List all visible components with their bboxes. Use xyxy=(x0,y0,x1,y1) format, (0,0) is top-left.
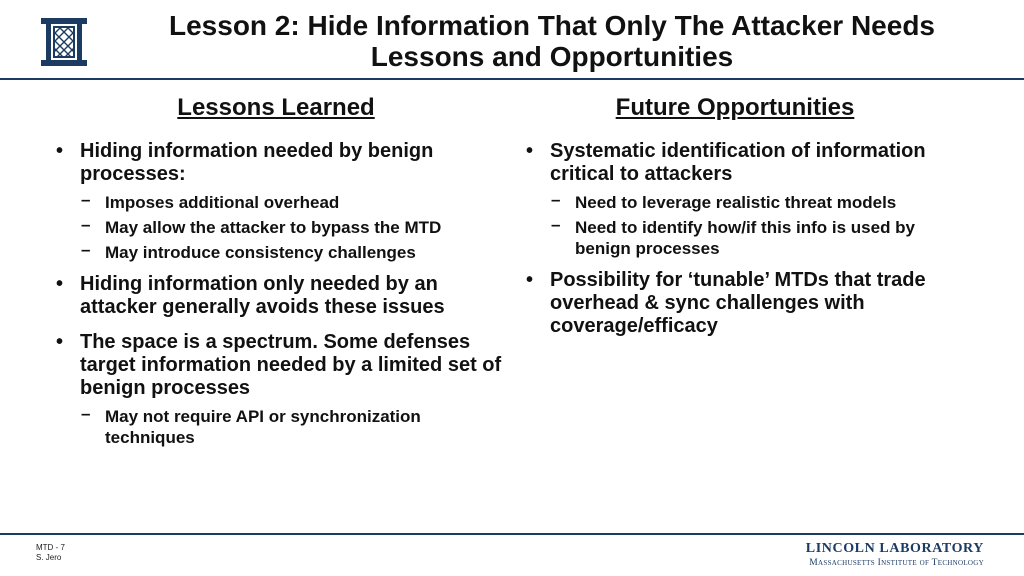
sub-bullet: – Need to leverage realistic threat models xyxy=(524,192,974,213)
sub-bullet: – Need to identify how/if this info is used by benign processes xyxy=(524,217,974,259)
sub-bullet: – Imposes additional overhead xyxy=(54,192,504,213)
author: S. Jero xyxy=(36,553,62,562)
sub-bullet: – May allow the attacker to bypass the MTD xyxy=(54,217,504,238)
sub-bullet: – May not require API or synchronization techniques xyxy=(54,406,504,448)
lessons-learned-column xyxy=(54,94,504,452)
header-divider xyxy=(0,78,1024,80)
mit-ll-logo-icon xyxy=(41,18,87,66)
sub-bullet: – May introduce consistency challenges xyxy=(54,242,504,263)
slide-number: MTD - 7 xyxy=(36,543,65,552)
institute-name: Massachusetts Institute of Technology xyxy=(809,558,984,568)
bullet: • The space is a spectrum. Some defenses target information needed by a limited set of benign processes xyxy=(54,331,504,400)
bullet: • Hiding information only needed by an attacker generally avoids these issues xyxy=(54,273,504,319)
bullet: • Hiding information needed by benign processes: xyxy=(54,140,504,186)
title-line-1: Lesson 2: Hide Information That Only The Attacker Needs xyxy=(169,10,935,41)
future-opportunities-heading: Future Opportunities xyxy=(615,94,855,121)
bullet: • Possibility for ‘tunable’ MTDs that trade overhead & sync challenges with coverage/efficacy xyxy=(524,269,974,338)
future-opportunities-column xyxy=(524,94,974,344)
footer-divider xyxy=(0,533,1024,535)
footer-info xyxy=(36,543,65,563)
title-line-2: Lessons and Opportunities xyxy=(370,41,734,72)
lincoln-lab-wordmark xyxy=(806,541,984,568)
slide-title xyxy=(100,10,1004,72)
bullet: • Systematic identification of information critical to attackers xyxy=(524,140,974,186)
lab-name: LINCOLN LABORATORY xyxy=(805,541,984,556)
lessons-learned-heading: Lessons Learned xyxy=(177,94,375,121)
